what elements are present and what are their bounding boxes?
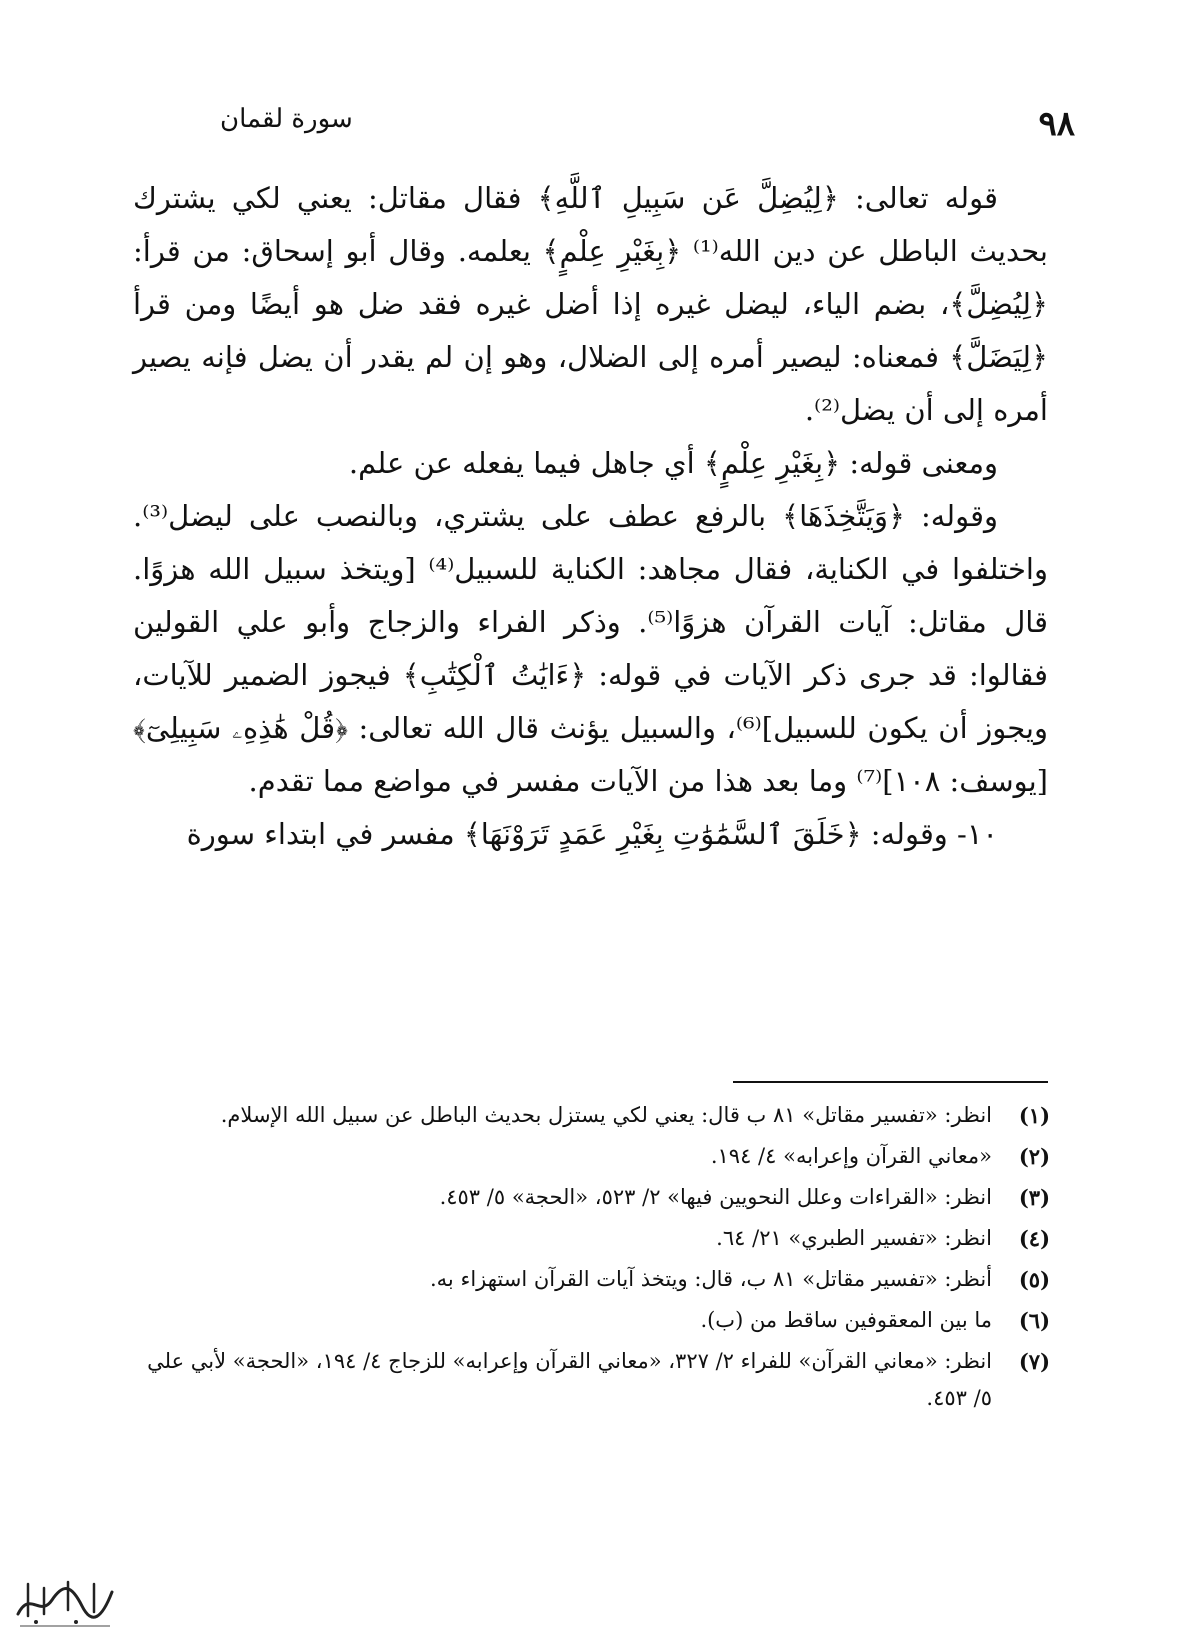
footnote <box>125 1261 1050 1298</box>
footnote <box>125 1343 1050 1417</box>
page-header <box>220 104 1075 148</box>
calligraphy-logo <box>10 1570 120 1630</box>
footnote <box>125 1220 1050 1257</box>
main-text <box>133 172 1048 861</box>
paragraph-1: قوله تعالى: ﴿لِيُضِلَّ عَن سَبِيلِ ٱللَّهِ﴾ فقال مقاتل: يعني لكي يشترك بحديث الباطل عن دين الله⁽¹⁾ ﴿بِغَيْرِ عِلْمٍ﴾ يعلمه. وقال أبو إسحاق: من قرأ: ﴿لِيُضِلَّ﴾، بضم الياء، ليضل غيره إذا أضل غيره فقد ضل هو أيضًا ومن قرأ ﴿لِيَضَلَّ﴾ فمعناه: ليصير أمره إلى الضلال، وهو إن لم يقدر أن يضل فإنه يصير أمره إلى أن يضل⁽²⁾. <box>133 181 1049 427</box>
running-title: سورة لقمان <box>220 104 353 134</box>
footnote-text: «معاني القرآن وإعرابه» ٤/ ١٩٤. <box>710 1144 992 1168</box>
footnote-number: (٧) <box>1018 1349 1050 1374</box>
footnote <box>125 1179 1050 1216</box>
footnote-number: (٢) <box>1018 1144 1050 1169</box>
footnotes <box>125 1097 1050 1421</box>
paragraph-4: ١٠- وقوله: ﴿خَلَقَ ٱلسَّمَٰوَٰتِ بِغَيْرِ عَمَدٍ تَرَوْنَهَا﴾ مفسر في ابتداء سورة <box>186 817 998 851</box>
footnote-text: أنظر: «تفسير مقاتل» ٨١ ب، قال: ويتخذ آيات القرآن استهزاء به. <box>429 1267 992 1291</box>
footnote-text: ما بين المعقوفين ساقط من (ب). <box>700 1308 992 1332</box>
footnote-number: (٥) <box>1018 1267 1050 1292</box>
calligraphy-logo-icon <box>10 1570 120 1630</box>
footnote-separator <box>733 1081 1048 1083</box>
footnote-number: (٤) <box>1018 1226 1050 1251</box>
footnote-text: انظر: «تفسير مقاتل» ٨١ ب قال: يعني لكي يستزل بحديث الباطل عن سبيل الله الإسلام. <box>220 1103 992 1127</box>
footnote <box>125 1138 1050 1175</box>
paragraph-3: وقوله: ﴿وَيَتَّخِذَهَا﴾ بالرفع عطف على يشتري، وبالنصب على ليضل⁽³⁾. واختلفوا في الكناية، فقال مجاهد: الكناية للسبيل⁽⁴⁾ [ويتخذ سبيل الله هزوًا. قال مقاتل: آيات القرآن هزوًا⁽⁵⁾. وذكر الفراء والزجاج وأبو علي القولين فقالوا: قد جرى ذكر الآيات في قوله: ﴿ءَايَٰتُ ٱلْكِتَٰبِ﴾ فيجوز الضمير للآيات، ويجوز أن يكون للسبيل]⁽⁶⁾، والسبيل يؤنث قال الله تعالى: ﴿قُلْ هَٰذِهِۦ سَبِيلِىٓ﴾ [يوسف: ١٠٨]⁽⁷⁾ وما بعد هذا من الآيات مفسر في مواضع مما تقدم. <box>133 499 1048 798</box>
footnote <box>125 1097 1050 1134</box>
footnote-number: (٦) <box>1018 1308 1050 1333</box>
footnote-text: انظر: «معاني القرآن» للفراء ٢/ ٣٢٧، «معاني القرآن وإعرابه» للزجاج ٤/ ١٩٤، «الحجة» لأبي علي ٥/ ٤٥٣. <box>147 1349 992 1410</box>
paragraph-2: ومعنى قوله: ﴿بِغَيْرِ عِلْمٍ﴾ أي جاهل فيما يفعله عن علم. <box>348 446 998 480</box>
footnote-number: (١) <box>1018 1103 1050 1128</box>
footnote-text: انظر: «تفسير الطبري» ٢١/ ٦٤. <box>716 1226 992 1250</box>
page-number: ٩٨ <box>1038 104 1075 144</box>
footnote <box>125 1302 1050 1339</box>
footnote-number: (٣) <box>1018 1185 1050 1210</box>
footnote-text: انظر: «القراءات وعلل النحويين فيها» ٢/ ٥٢٣، «الحجة» ٥/ ٤٥٣. <box>439 1185 992 1209</box>
